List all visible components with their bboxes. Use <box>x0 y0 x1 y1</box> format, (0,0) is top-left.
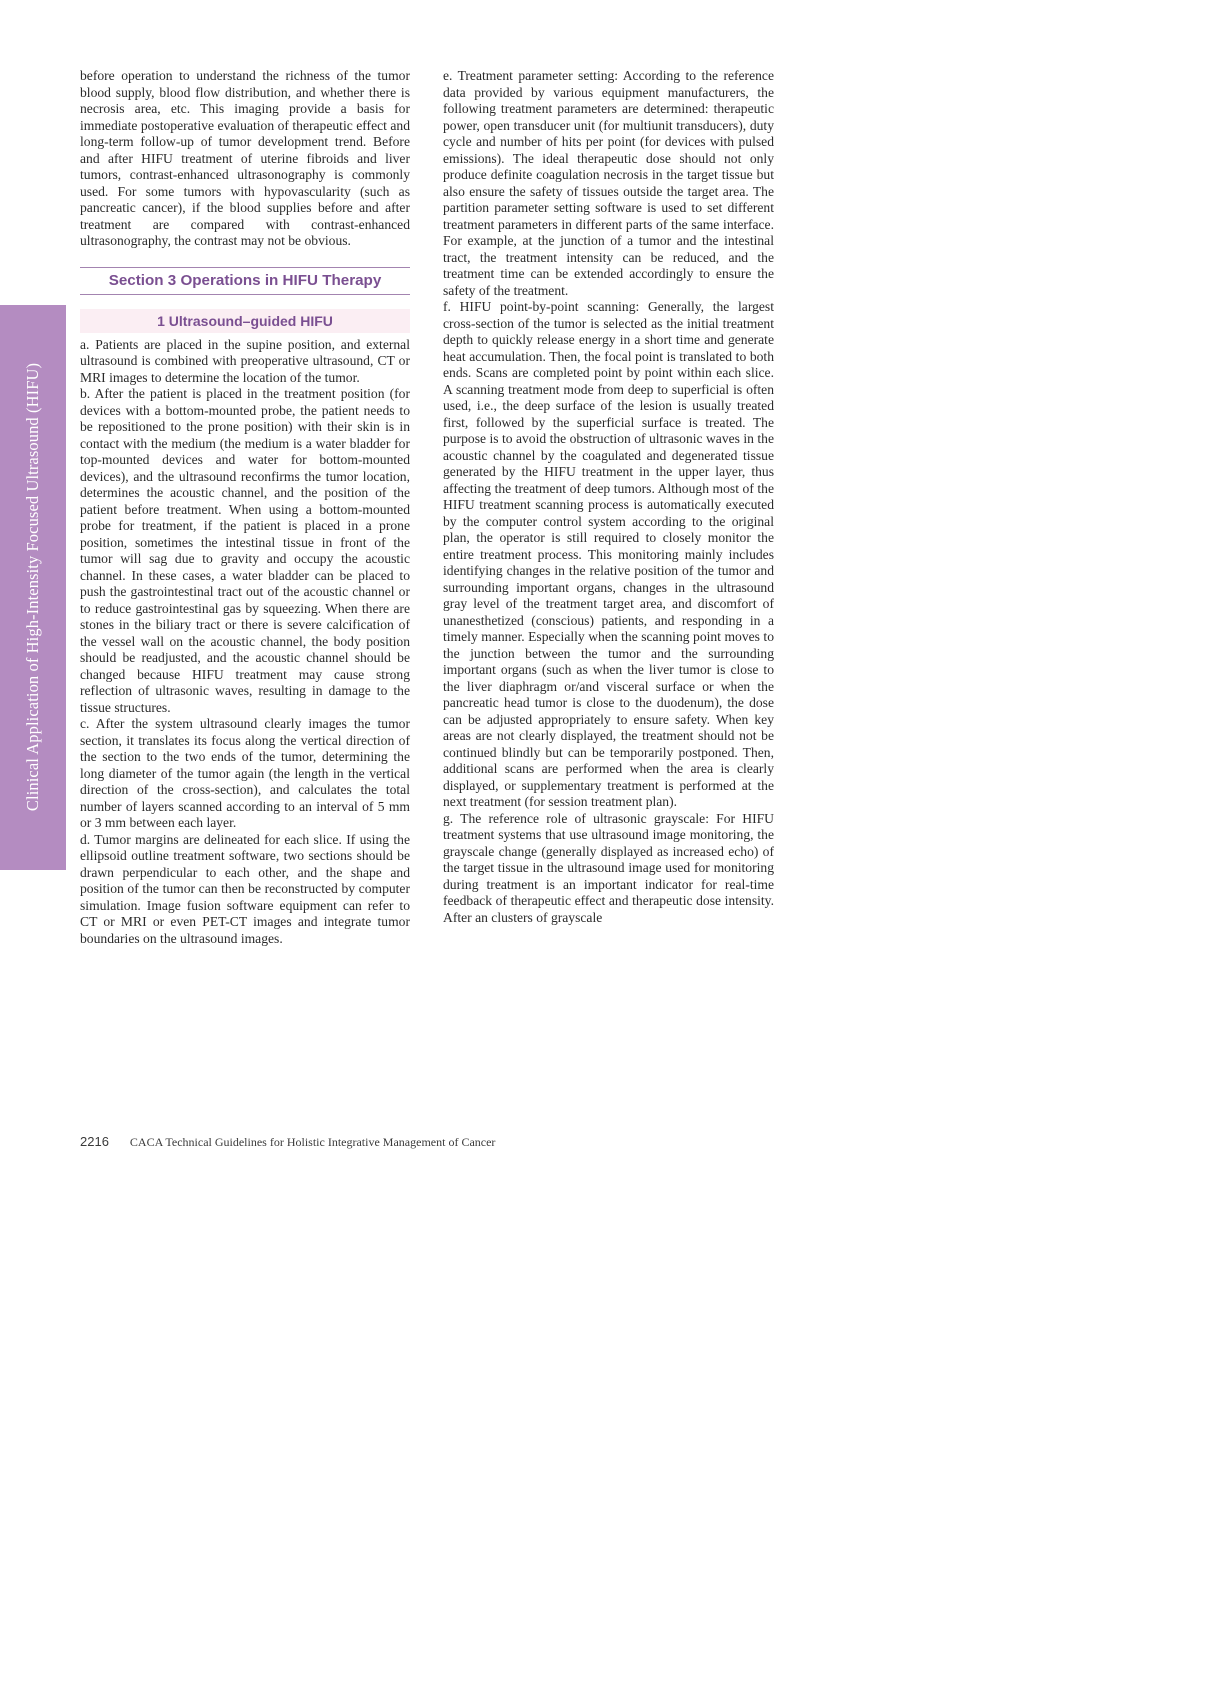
right-column <box>443 68 774 926</box>
paragraph-a: a. Patients are placed in the supine position, and external ultrasound is combined with preoperative ultrasound, CT or MRI images to determine the location of the tumor. <box>80 336 410 385</box>
paragraph-b: b. After the patient is placed in the treatment position (for devices with a bottom-mounted probe, the patient needs to be repositioned to the prone position) with their skin is in contact with the medium (the medium is a water bladder for top-mounted devices and water for bottom-mounted devices), and the ultrasound reconfirms the tumor location, determines the acoustic channel, and the position of the patient before treatment. When using a bottom-mounted probe for treatment, if the patient is placed in a prone position, sometimes the intestinal tissue in front of the tumor will sag due to gravity and occupy the acoustic channel. In these cases, a water bladder can be placed to push the gastrointestinal tract out of the acoustic channel or to reduce gastrointestinal gas by squeezing. When there are stones in the biliary tract or there is severe calcification of the vessel wall on the acoustic channel, the body position should be readjusted, and the acoustic channel should be changed because HIFU treatment may cause strong reflection of ultrasonic waves, resulting in damage to the tissue structures. <box>80 386 410 715</box>
left-column <box>80 68 410 947</box>
paragraph-g: g. The reference role of ultrasonic grayscale: For HIFU treatment systems that use ultrasound image monitoring, the grayscale change (generally displayed as increased echo) of the target tissue in the ultrasound image used for monitoring during treatment is an important indicator for real-time feedback of therapeutic effect and therapeutic dose intensity. After an clusters of grayscale <box>443 810 774 925</box>
intro-paragraph: before operation to understand the richness of the tumor blood supply, blood flow distribution, and whether there is necrosis area, etc. This imaging provide a basis for immediate postoperative evaluation of therapeutic effect and long-term follow-up of tumor development trend. Before and after HIFU treatment of uterine fibroids and liver tumors, contrast-enhanced ultrasonography is commonly used. For some tumors with hypovascularity (such as pancreatic cancer), if the blood supplies before and after treatment are compared with contrast-enhanced ultrasonography, the contrast may not be obvious. <box>80 68 410 248</box>
section-heading: Section 3 Operations in HIFU Therapy <box>80 267 410 295</box>
sub-heading: 1 Ultrasound–guided HIFU <box>80 309 410 333</box>
page-number: 2216 <box>80 1134 109 1149</box>
paragraph-e: e. Treatment parameter setting: According to the reference data provided by various equipment manufacturers, the following treatment parameters are determined: therapeutic power, open transducer unit (for multiunit transducers), duty cycle and number of hits per point (for devices with pulsed emissions). The ideal therapeutic dose should not only produce definite coagulation necrosis in the target tissue but also ensure the safety of tissues outside the target area. The partition parameter setting software is used to set different treatment parameters in different parts of the same interface. For example, at the junction of a tumor and the intestinal tract, the treatment intensity can be reduced, and the treatment time can be extended accordingly to ensure the safety of the treatment. <box>443 68 774 298</box>
paragraph-d: d. Tumor margins are delineated for each slice. If using the ellipsoid outline treatment software, two sections should be drawn perpendicular to each other, and the shape and position of the tumor can then be reconstructed by computer simulation. Image fusion software equipment can refer to CT or MRI or even PET-CT images and integrate tumor boundaries on the ultrasound images. <box>80 831 410 946</box>
side-tab <box>0 305 66 870</box>
paragraph-f: f. HIFU point-by-point scanning: Generally, the largest cross-section of the tumor is selected as the initial treatment depth to quickly release energy in a short time and generate heat accumulation. Then, the focal point is translated to both ends. Scans are completed point by point within each slice. A scanning treatment mode from deep to superficial is often used, i.e., the deep surface of the lesion is usually treated first, followed by the superficial surface is treated. The purpose is to avoid the obstruction of ultrasonic waves in the acoustic channel by the coagulated and degenerated tissue generated by the HIFU treatment in the upper layer, thus affecting the treatment of deep tumors. Although most of the HIFU treatment scanning process is automatically executed by the computer control system according to the original plan, the operator is still required to closely monitor the entire treatment process. This monitoring mainly includes identifying changes in the relative position of the tumor and surrounding important organs, changes in the ultrasound gray level of the treatment target area, and discomfort of unanesthetized (conscious) patients, and responding in a timely manner. Especially when the scanning point moves to the junction between the tumor and the surrounding important organs (such as when the liver tumor is close to the liver diaphragm or/and visceral surface or when the pancreatic head tumor is close to the duodenum), the dose can be adjusted appropriately to ensure safety. When key areas are not clearly displayed, the treatment should not be continued blindly but can be temporarily postponed. Then, additional scans are performed when the area is clearly displayed, or supplementary treatment is performed at the next treatment (for session treatment plan). <box>443 299 774 809</box>
book-title: CACA Technical Guidelines for Holistic Integrative Management of Cancer <box>129 1135 496 1149</box>
paragraph-c: c. After the system ultrasound clearly images the tumor section, it translates its focus along the vertical direction of the section to the two ends of the tumor, determining the long diameter of the tumor again (the length in the vertical direction of the cross-section), and calculates the total number of layers scanned according to an interval of 5 mm or 3 mm between each layer. <box>80 716 410 830</box>
side-tab-title: Clinical Application of High-Intensity Focused Ultrasound (HIFU) <box>23 362 42 812</box>
page-footer <box>80 1135 780 1149</box>
